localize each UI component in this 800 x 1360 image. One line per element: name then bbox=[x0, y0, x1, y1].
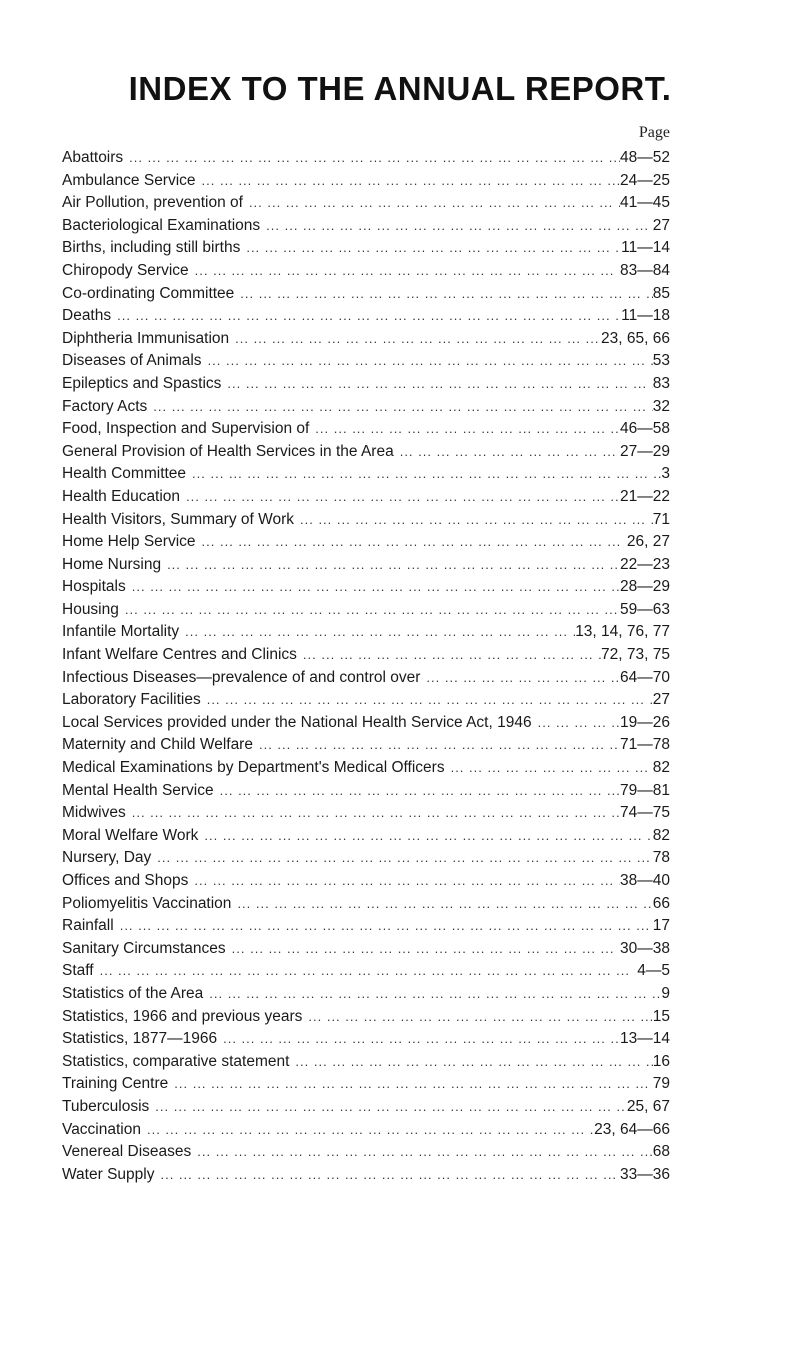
entry-label: Statistics, 1966 and previous years bbox=[62, 1007, 303, 1025]
entry-label: Abattoirs bbox=[62, 149, 124, 166]
entry-label: Food, Inspection and Supervision of bbox=[62, 420, 310, 438]
entry-label: Staff bbox=[62, 962, 94, 980]
dot-leader bbox=[111, 305, 621, 328]
entry-label: Maternity and Child Welfare bbox=[62, 736, 253, 754]
entry-label: Poliomyelitis Vaccination bbox=[62, 894, 232, 912]
dot-leader bbox=[188, 870, 620, 893]
entry-label: Moral Welfare Work bbox=[62, 826, 199, 844]
entry-pages: 74—75 bbox=[620, 804, 670, 822]
index-entry bbox=[62, 373, 670, 396]
entry-pages: 85 bbox=[652, 284, 670, 302]
index-entry bbox=[62, 215, 670, 238]
index-entry bbox=[62, 237, 670, 260]
entry-label: Tuberculosis bbox=[62, 1097, 150, 1115]
entry-pages: 23, 64—66 bbox=[594, 1120, 670, 1138]
entry-pages: 53 bbox=[652, 352, 670, 370]
index-entry bbox=[62, 780, 670, 803]
index-entry bbox=[62, 1164, 670, 1187]
entry-pages: 25, 67 bbox=[626, 1097, 670, 1115]
entry-label: Chiropody Service bbox=[62, 261, 189, 279]
dot-leader bbox=[214, 780, 620, 803]
entry-pages: 71—78 bbox=[620, 736, 670, 754]
dot-leader bbox=[196, 531, 627, 554]
entry-pages: 11—14 bbox=[621, 239, 670, 257]
index-entry bbox=[62, 170, 670, 193]
dot-leader bbox=[243, 192, 620, 215]
entry-pages: 66 bbox=[652, 894, 670, 912]
index-entry-list bbox=[62, 147, 670, 1186]
entry-pages: 16 bbox=[652, 1052, 670, 1070]
dot-leader bbox=[147, 396, 652, 419]
index-entry bbox=[62, 576, 670, 599]
entry-label: Epileptics and Spastics bbox=[62, 374, 222, 392]
index-entry bbox=[62, 147, 670, 170]
dot-leader bbox=[226, 938, 620, 961]
index-entry bbox=[62, 1006, 670, 1029]
entry-label: Venereal Diseases bbox=[62, 1143, 192, 1161]
index-entry bbox=[62, 509, 670, 532]
entry-label: Statistics, comparative statement bbox=[62, 1052, 290, 1070]
entry-label: Laboratory Facilities bbox=[62, 691, 201, 709]
entry-pages: 27 bbox=[652, 691, 670, 709]
entry-pages: 79—81 bbox=[620, 781, 670, 799]
index-entry bbox=[62, 396, 670, 419]
entry-pages: 68 bbox=[652, 1143, 670, 1161]
entry-label: Diphtheria Immunisation bbox=[62, 329, 230, 347]
entry-pages: 46—58 bbox=[620, 420, 670, 438]
index-entry bbox=[62, 1119, 670, 1142]
dot-leader bbox=[229, 328, 601, 351]
dot-leader bbox=[309, 418, 620, 441]
index-entry bbox=[62, 441, 670, 464]
entry-label: Births, including still births bbox=[62, 239, 241, 257]
entry-pages: 32 bbox=[652, 397, 670, 415]
index-entry bbox=[62, 1073, 670, 1096]
dot-leader bbox=[221, 373, 652, 396]
dot-leader bbox=[198, 825, 652, 848]
index-entry bbox=[62, 260, 670, 283]
index-entry bbox=[62, 938, 670, 961]
dot-leader bbox=[260, 215, 653, 238]
dot-leader bbox=[186, 463, 661, 486]
dot-leader bbox=[126, 802, 620, 825]
dot-leader bbox=[141, 1119, 594, 1142]
entry-pages: 33—36 bbox=[620, 1165, 670, 1183]
dot-leader bbox=[189, 260, 620, 283]
entry-pages: 48—52 bbox=[620, 149, 670, 166]
entry-label: Training Centre bbox=[62, 1075, 169, 1093]
entry-pages: 15 bbox=[652, 1007, 670, 1025]
entry-pages: 22—23 bbox=[620, 555, 670, 573]
index-entry bbox=[62, 644, 670, 667]
index-entry bbox=[62, 1028, 670, 1051]
entry-label: Home Nursing bbox=[62, 555, 162, 573]
entry-label: Mental Health Service bbox=[62, 781, 214, 799]
entry-pages: 3 bbox=[661, 465, 670, 483]
dot-leader bbox=[420, 667, 620, 690]
dot-leader bbox=[196, 170, 620, 193]
entry-pages: 17 bbox=[652, 917, 670, 935]
entry-label: Factory Acts bbox=[62, 397, 148, 415]
entry-label: Air Pollution, prevention of bbox=[62, 194, 243, 212]
index-entry bbox=[62, 305, 670, 328]
dot-leader bbox=[180, 486, 620, 509]
dot-leader bbox=[203, 983, 661, 1006]
dot-leader bbox=[202, 350, 653, 373]
dot-leader bbox=[240, 237, 621, 260]
entry-pages: 11—18 bbox=[621, 307, 670, 325]
entry-label: Health Education bbox=[62, 487, 181, 505]
entry-label: Statistics of the Area bbox=[62, 984, 204, 1002]
dot-leader bbox=[302, 1006, 652, 1029]
entry-pages: 30—38 bbox=[620, 939, 670, 957]
entry-pages: 41—45 bbox=[620, 194, 670, 212]
entry-label: Medical Examinations by Department's Medical Officers bbox=[62, 759, 445, 777]
dot-leader bbox=[394, 441, 620, 464]
entry-pages: 27 bbox=[652, 216, 670, 234]
entry-label: Infant Welfare Centres and Clinics bbox=[62, 646, 297, 664]
index-entry bbox=[62, 689, 670, 712]
dot-leader bbox=[253, 734, 620, 757]
index-entry bbox=[62, 350, 670, 373]
entry-pages: 28—29 bbox=[620, 578, 670, 596]
entry-label: General Provision of Health Services in the Area bbox=[62, 442, 394, 460]
dot-leader bbox=[114, 915, 653, 938]
entry-pages: 13—14 bbox=[620, 1030, 670, 1048]
index-entry bbox=[62, 1141, 670, 1164]
dot-leader bbox=[123, 147, 620, 170]
index-entry bbox=[62, 486, 670, 509]
entry-label: Co-ordinating Committee bbox=[62, 284, 235, 302]
entry-label: Home Help Service bbox=[62, 533, 196, 551]
dot-leader bbox=[231, 893, 652, 916]
entry-label: Sanitary Circumstances bbox=[62, 939, 226, 957]
index-entry bbox=[62, 1096, 670, 1119]
index-entry bbox=[62, 328, 670, 351]
dot-leader bbox=[294, 509, 653, 532]
dot-leader bbox=[126, 576, 620, 599]
entry-pages: 82 bbox=[652, 826, 670, 844]
entry-pages: 4—5 bbox=[637, 962, 670, 980]
entry-label: Water Supply bbox=[62, 1165, 155, 1183]
dot-leader bbox=[179, 621, 575, 644]
index-entry bbox=[62, 757, 670, 780]
index-entry bbox=[62, 734, 670, 757]
index-entry bbox=[62, 825, 670, 848]
index-entry bbox=[62, 983, 670, 1006]
dot-leader bbox=[201, 689, 653, 712]
dot-leader bbox=[191, 1141, 653, 1164]
entry-label: Housing bbox=[62, 600, 119, 618]
entry-label: Midwives bbox=[62, 804, 126, 822]
entry-pages: 78 bbox=[652, 849, 670, 867]
index-entry bbox=[62, 667, 670, 690]
index-entry bbox=[62, 893, 670, 916]
entry-pages: 13, 14, 76, 77 bbox=[575, 623, 670, 641]
dot-leader bbox=[445, 757, 653, 780]
entry-pages: 21—22 bbox=[620, 487, 670, 505]
index-entry bbox=[62, 621, 670, 644]
index-entry bbox=[62, 802, 670, 825]
page-column-header: Page bbox=[638, 124, 670, 141]
index-entry bbox=[62, 463, 670, 486]
index-entry bbox=[62, 847, 670, 870]
index-entry bbox=[62, 870, 670, 893]
entry-pages: 9 bbox=[661, 984, 670, 1002]
entry-pages: 79 bbox=[652, 1075, 670, 1093]
index-entry bbox=[62, 418, 670, 441]
index-entry bbox=[62, 192, 670, 215]
page-title: INDEX TO THE ANNUAL REPORT. bbox=[128, 70, 672, 107]
index-entry bbox=[62, 915, 670, 938]
entry-label: Bacteriological Examinations bbox=[62, 216, 261, 234]
entry-label: Infantile Mortality bbox=[62, 623, 180, 641]
entry-pages: 82 bbox=[652, 759, 670, 777]
dot-leader bbox=[94, 960, 638, 983]
entry-label: Local Services provided under the National Health Service Act, 1946 bbox=[62, 713, 532, 731]
entry-label: Ambulance Service bbox=[62, 171, 196, 189]
dot-leader bbox=[154, 1164, 620, 1187]
dot-leader bbox=[532, 712, 620, 735]
entry-pages: 19—26 bbox=[620, 713, 670, 731]
dot-leader bbox=[217, 1028, 620, 1051]
dot-leader bbox=[297, 644, 601, 667]
dot-leader bbox=[149, 1096, 627, 1119]
dot-leader bbox=[168, 1073, 652, 1096]
dot-leader bbox=[161, 554, 620, 577]
entry-label: Statistics, 1877—1966 bbox=[62, 1030, 218, 1048]
entry-label: Diseases of Animals bbox=[62, 352, 202, 370]
index-entry bbox=[62, 1051, 670, 1074]
dot-leader bbox=[151, 847, 652, 870]
entry-pages: 26, 27 bbox=[626, 533, 670, 551]
entry-pages: 64—70 bbox=[620, 668, 670, 686]
entry-pages: 23, 65, 66 bbox=[601, 329, 670, 347]
entry-label: Offices and Shops bbox=[62, 872, 189, 889]
entry-label: Vaccination bbox=[62, 1120, 141, 1138]
dot-leader bbox=[289, 1051, 652, 1074]
entry-label: Nursery, Day bbox=[62, 849, 152, 867]
entry-pages: 27—29 bbox=[620, 442, 670, 460]
index-entry bbox=[62, 554, 670, 577]
entry-pages: 83 bbox=[652, 374, 670, 392]
entry-pages: 72, 73, 75 bbox=[601, 646, 670, 664]
index-entry bbox=[62, 599, 670, 622]
entry-label: Deaths bbox=[62, 307, 112, 325]
entry-pages: 71 bbox=[652, 510, 670, 528]
entry-label: Infectious Diseases—prevalence of and control over bbox=[62, 668, 421, 686]
entry-label: Health Visitors, Summary of Work bbox=[62, 510, 294, 528]
entry-pages: 59—63 bbox=[620, 600, 670, 618]
dot-leader bbox=[234, 283, 652, 306]
index-entry bbox=[62, 531, 670, 554]
entry-label: Hospitals bbox=[62, 578, 126, 596]
entry-pages: 83—84 bbox=[620, 261, 670, 279]
index-entry bbox=[62, 712, 670, 735]
dot-leader bbox=[119, 599, 620, 622]
entry-pages: 24—25 bbox=[620, 171, 670, 189]
entry-label: Rainfall bbox=[62, 917, 114, 935]
index-entry bbox=[62, 283, 670, 306]
index-entry bbox=[62, 960, 670, 983]
entry-label: Health Committee bbox=[62, 465, 187, 483]
entry-pages: 38—40 bbox=[620, 872, 670, 889]
